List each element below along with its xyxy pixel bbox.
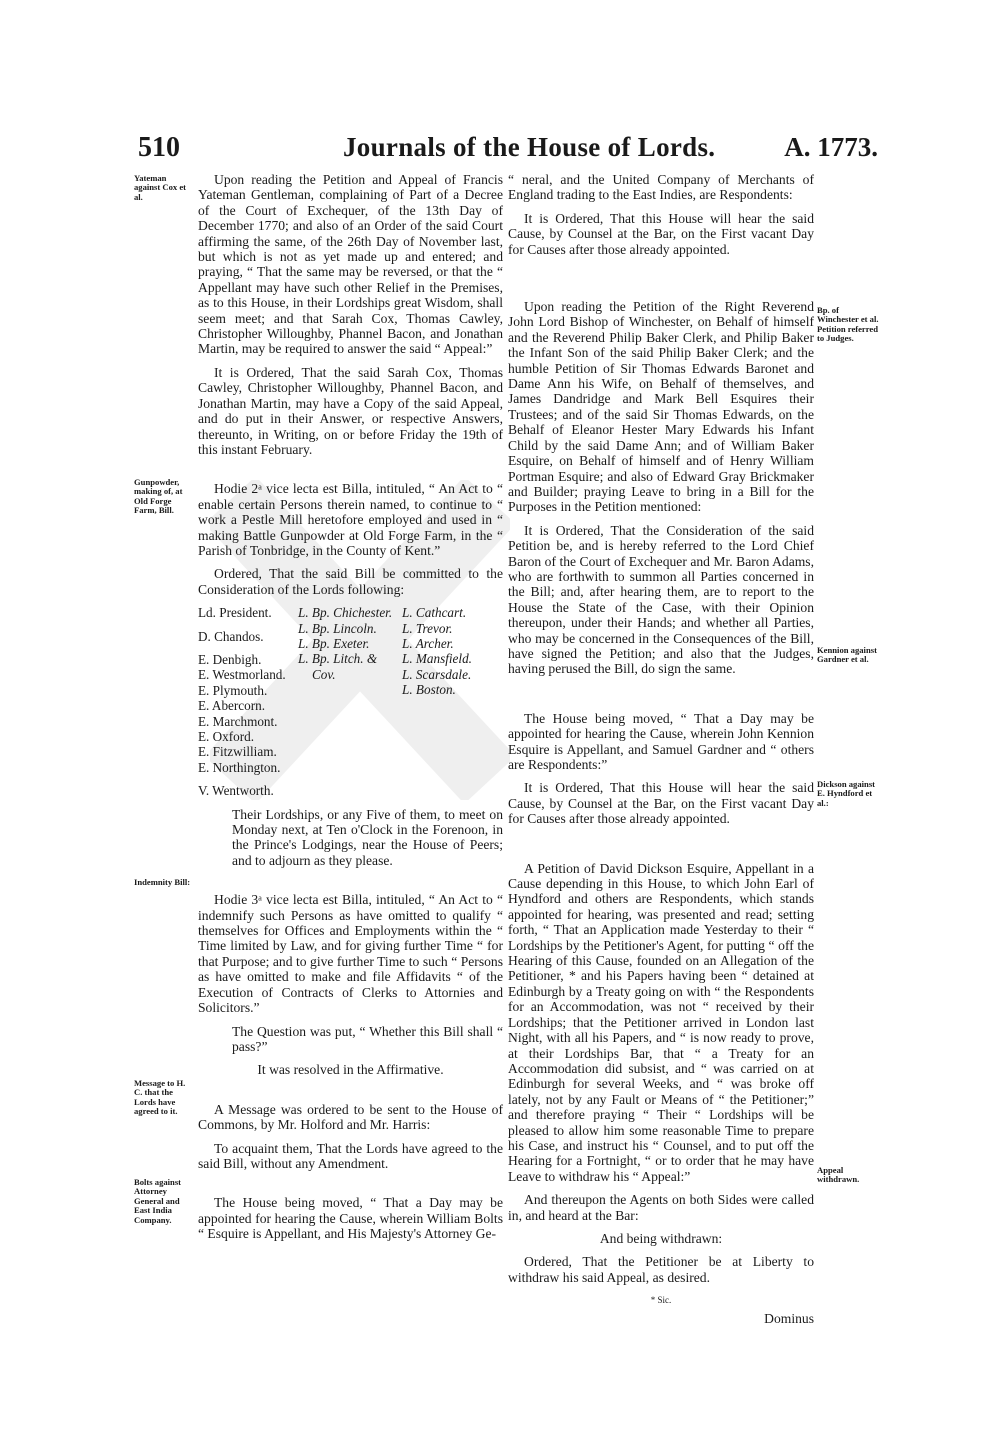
- lord-name: L. Bp. Lincoln.: [298, 620, 377, 636]
- paragraph-agents-called: And thereupon the Agents on both Sides were called in, and heard at the Bar:: [508, 1192, 814, 1223]
- paragraph-bolts-motion: The House being moved, “ That a Day may be appointed for hearing the Cause, wherein William Bolts “ Esquire is Appellant, and His Majesty's Attorney Ge-: [198, 1195, 503, 1242]
- lord-name: E. Abercorn.: [198, 698, 266, 714]
- margin-note-bolts: Bolts against Attorney General and East India Company.: [134, 1177, 182, 1225]
- lord-name: L. Bp. Chichester.: [298, 605, 393, 621]
- paragraph-bolts-order: It is Ordered, That this House will hear the said Cause, by Counsel at the Bar, on the First vacant Day for Causes after those already appointed.: [508, 210, 814, 257]
- margin-note-dickson: Dickson against E. Hyndford et al.:: [817, 779, 876, 808]
- paragraph-kennion-order: It is Ordered, That this House will hear the said Cause, by Counsel at the Bar, on the First vacant Day for Causes after those already appointed.: [508, 780, 814, 827]
- margin-note-kennion: Kennion against Gardner et al.: [817, 645, 877, 665]
- paragraph-bishop-order: It is Ordered, That the Consideration of the said Petition be, and is hereby referred to the Lord Chief Baron of the Court of Exchequer and Mr. Baron Adams, who are forthwith to summon all Parties concerned in the Bill; and, after hearing them, are to report to the House the State of the Case, with their Opinion thereupon, under their Hands; and whether all Parties, who may be concerned in the Consequences of the Bill, have signed the Petition; and also that the Judges, having perused the Bill, do sign the same.: [508, 522, 814, 677]
- lord-name: L. Archer.: [402, 635, 454, 651]
- lord-name: E. Marchmont.: [198, 713, 278, 729]
- lord-name: L. Boston.: [402, 682, 456, 698]
- paragraph-committee-order: Ordered, That the said Bill be committed to the Consideration of the Lords following:: [198, 566, 503, 597]
- journal-title: Journals of the House of Lords.: [343, 132, 716, 162]
- margin-note-gunpowder: Gunpowder, making of, at Old Forge Farm, Bill.: [134, 477, 183, 516]
- paragraph-withdrawn: And being withdrawn:: [599, 1230, 723, 1246]
- right-column: [508, 172, 814, 1326]
- lord-name: E. Oxford.: [198, 729, 255, 744]
- lord-name: E. Northington.: [198, 759, 281, 775]
- margin-note-message: Message to H. C. that the Lords have agreed to it.: [134, 1078, 186, 1117]
- left-column: [198, 172, 503, 1250]
- margin-note-yateman: Yateman against Cox et al.: [134, 173, 187, 202]
- catchword: Dominus: [764, 1310, 814, 1326]
- lord-name: L. Bp. Litch. &: [298, 651, 378, 667]
- lord-name: Ld. President.: [198, 605, 272, 621]
- lords-column-3: [402, 605, 502, 798]
- margin-note-appeal: Appeal withdrawn.: [817, 1165, 860, 1185]
- paragraph-resolved: It was resolved in the Affirmative.: [257, 1062, 444, 1078]
- lord-name: L. Bp. Exeter.: [298, 635, 370, 651]
- page-number: 510: [138, 132, 180, 163]
- lords-column-2: [298, 605, 402, 798]
- paragraph-message-commons: A Message was ordered to be sent to the House of Commons, by Mr. Holford and Mr. Harris:: [198, 1101, 503, 1133]
- paragraph-bishop-petition: Upon reading the Petition of the Right Reverend John Lord Bishop of Winchester, on Behalf of himself and the Reverend Philip Baker Clerk, and Philip Baker the Infant Son of the said Philip Baker Clerk; and the humble Petition of Sir Thomas Edwards Baronet and Dame Ann his Wife, on Behalf of themselves, and James Dandridge and Mark Bell Esquires their Trustees; and of the said Sir Thomas Edwards, on the Behalf of Eleanor Hester Mary Edwards his Infant Child by the said Dame Ann; and of William Baker Esquire, on Behalf of himself and of Henry William Portman Esquire; and also of Edward Gray Brickmaker and Builder; praying Leave to bring in a Bill for the Purposes in the Petition mentioned:: [508, 299, 814, 515]
- lord-name: L. Mansfield.: [402, 651, 472, 667]
- paragraph-indemnity-bill: Hodie 3ᵃ vice lecta est Billa, intituled, “ An Act to “ indemnify such Persons as have omitted to qualify “ themselves for Offices and Employments within the “ Time limited by Law, and for giving further Time “ for that Purpose; and to give further Time to such “ Persons as have omitted to make and file Affidavits “ of the Execution of Contracts of Clerks to Attornies and Solicitors.”: [198, 892, 503, 1016]
- lord-name: D. Chandos.: [198, 628, 264, 644]
- lord-name: L. Trevor.: [402, 620, 453, 636]
- paragraph-yateman-petition: Upon reading the Petition and Appeal of Francis Yateman Gentleman, complaining of Part of a Decree of the Court of Exchequer, of the 13th Day of December 1770; and also of an Order of the said Court affirming the same, of the 26th Day of November last, but which is not as yet made up and entered; and praying, “ That the same may be reversed, or that the “ Appellant may have such other Relief in the Premises, as to this House, in their Lordships great Wisdom, shall seem meet; and that Sarah Cox, Thomas Cawley, Christopher Willoughby, Phannel Bacon, and Jonathan Martin, may be required to answer the said “ Appeal:”: [198, 172, 503, 357]
- lord-name: E. Fitzwilliam.: [198, 744, 277, 760]
- paragraph-question-put: The Question was put, “ Whether this Bill shall “ pass?”: [232, 1023, 503, 1054]
- margin-note-indemnity: Indemnity Bill:: [134, 877, 191, 887]
- committee-lords-list: [198, 605, 503, 798]
- lords-column-1: [198, 605, 298, 798]
- footnote: * Sic.: [650, 1295, 672, 1306]
- page-header: [138, 132, 878, 172]
- paragraph-bolts-continued: “ neral, and the United Company of Merchants of England trading to the East Indies, are Respondents:: [508, 172, 814, 203]
- lord-name: V. Wentworth.: [198, 783, 274, 799]
- lord-name: E. Denbigh.: [198, 651, 262, 667]
- lord-name: E. Westmorland.: [198, 667, 286, 683]
- paragraph-kennion-motion: The House being moved, “ That a Day may be appointed for hearing the Cause, wherein John Kennion Esquire is Appellant, and Samuel Gardner and “ others are Respondents:”: [508, 710, 814, 772]
- paragraph-acquaint: To acquaint them, That the Lords have agreed to the said Bill, without any Amendment.: [198, 1140, 503, 1171]
- paragraph-appeal-order: Ordered, That the Petitioner be at Liberty to withdraw his said Appeal, as desired.: [508, 1254, 814, 1285]
- paragraph-committee-meeting: Their Lordships, or any Five of them, to meet on Monday next, at Ten o'Clock in the Forenoon, in the Prince's Lodgings, near the House of Peers; and to adjourn as they please.: [232, 806, 503, 868]
- lord-name: L. Scarsdale.: [402, 666, 472, 682]
- paragraph-yateman-order: It is Ordered, That the said Sarah Cox, Thomas Cawley, Christopher Willoughby, Phannel Bacon, and Jonathan Martin, may have a Copy of the said Appeal, and do put in their Answer, or respective Answers, thereunto, in Writing, on or before Friday the 19th of this instant February.: [198, 364, 503, 457]
- lord-name: Cov.: [312, 666, 336, 682]
- paragraph-dickson-petition: A Petition of David Dickson Esquire, Appellant in a Cause depending in this House, to which John Earl of Hyndford and others are Respondents, which stands appointed for hearing, was presented and read; setting forth, “ That an Application made Yesterday to their “ Lordships by the Petitioner's Agent, for putting “ off the Hearing of this Cause, founded on an Allegation of the Petitioner, * and his Papers having been “ detained at Edinburgh by a Treaty going on with “ the Respondents for an Accommodation, was not “ received by their Lordships; that the Petitioner arrived in London last Night, with all his Papers, and “ is now ready to prove, at their Lordships Bar, that “ a Treaty for an Accommodation did subsist, and “ was carried on at Edinburgh for several Weeks, and “ was broke off lately, not by any Fault or Means of “ the Petitioner;” and therefore praying “ Their “ Lordships will be pleased to allow him some reasonable Time to prepare his Case, and instruct his “ Counsel, and to put off the Hearing for a Fortnight, “ or to order that he may have Leave to withdraw his “ Appeal:”: [508, 860, 814, 1184]
- paragraph-gunpowder-bill: Hodie 2ᵃ vice lecta est Billa, intituled, “ An Act to “ enable certain Persons therein named, to continue to “ work a Pestle Mill heretofore employed and used in “ making Battle Gunpowder at Old Forge Farm, in the “ Parish of Tonbridge, in the County of Kent.”: [198, 481, 503, 558]
- margin-note-bishop: Bp. of Winchester et al. Petition referred to Judges.: [817, 305, 879, 344]
- lord-name: E. Plymouth.: [198, 682, 268, 698]
- journal-year: A. 1773.: [784, 132, 878, 162]
- lord-name: L. Cathcart.: [402, 605, 467, 621]
